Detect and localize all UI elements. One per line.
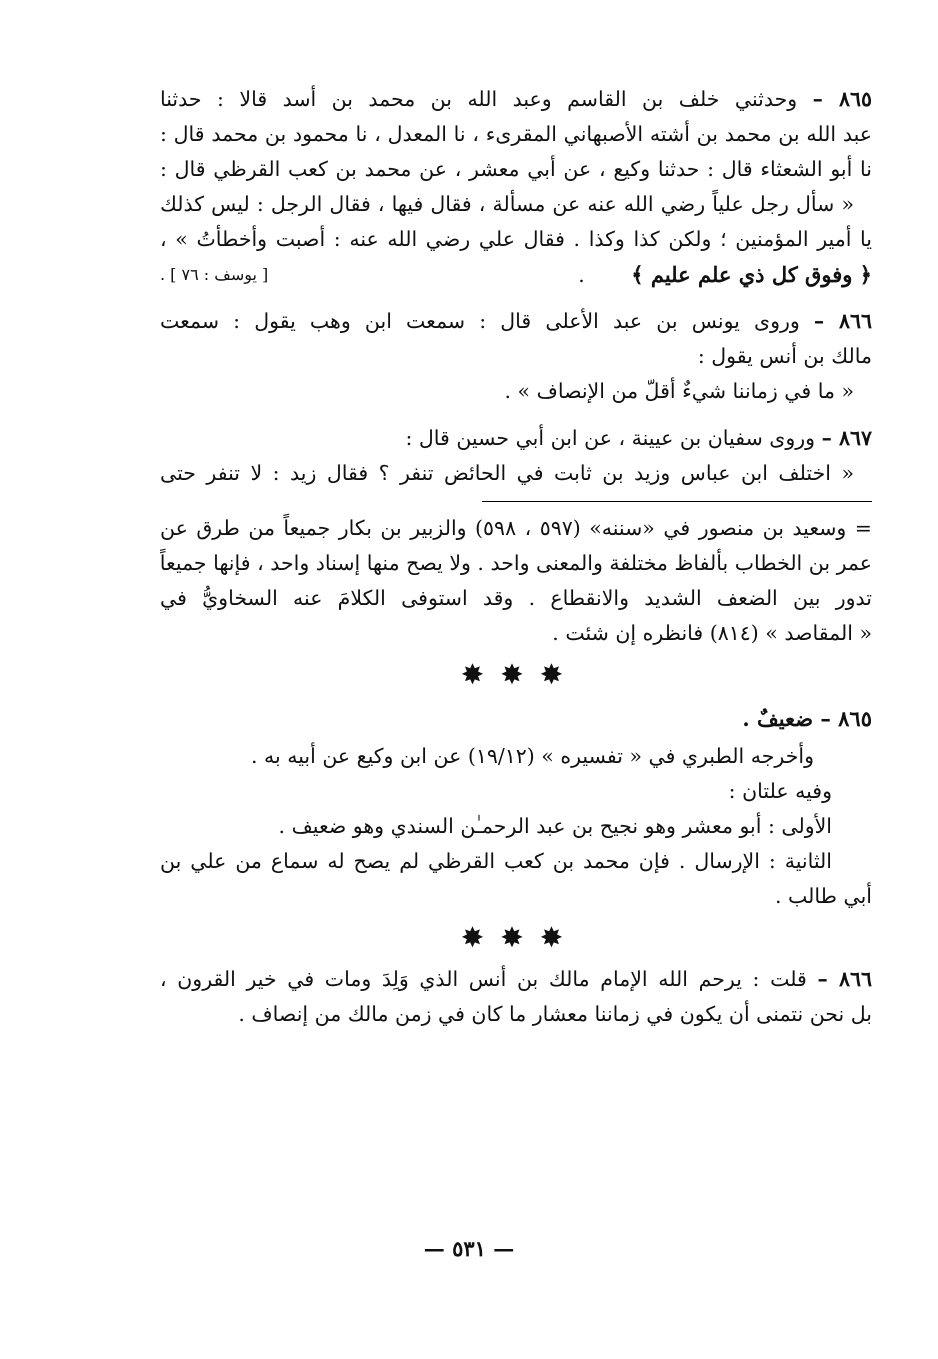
footnote-continuation-line-1: = وسعيد بن منصور في «سننه» (٥٩٧ ، ٥٩٨) والزبير بن بكار جميعاً من طرق عن — [160, 516, 872, 540]
footnote-divider — [160, 491, 872, 511]
footnote-866-line-2: بل نحن نتمنى أن يكون في زماننا معشار ما كان في زمن مالك من إنصاف . — [238, 1002, 872, 1026]
page-body — [160, 82, 872, 1032]
footnote-865-line-4: الثانية : الإرسال . فإن محمد بن كعب القرظي لم يصح له سماع من علي بن — [160, 849, 832, 873]
footnote-continuation-line-4: « المقاصد » (٨١٤) فانظره إن شئت . — [552, 621, 872, 645]
star-icon: ✸ — [460, 921, 493, 954]
quran-verse: ﴿ وفوق كل ذي علم عليم ﴾ — [631, 261, 872, 287]
star-icon: ✸ — [460, 658, 493, 691]
section-separator — [160, 651, 872, 699]
footnote-865-line-5: أبي طالب . — [775, 884, 872, 908]
page-number: — ٥٣١ — — [423, 1236, 515, 1261]
hadith-866-line-2: مالك بن أنس يقول : — [697, 344, 872, 368]
footnote-865-line-1: وأخرجه الطبري في « تفسيره » (١٩/١٢) عن ابن وكيع عن أبيه به . — [250, 744, 814, 768]
hadith-865-line-5: يا أمير المؤمنين ؛ ولكن كذا وكذا . فقال علي رضي الله عنه : أصبت وأخطأتُ » ، — [160, 227, 872, 251]
footnote-number: ٨٦٦ – — [817, 967, 872, 991]
hadith-number: ٨٦٧ – — [821, 426, 872, 450]
hadith-865-line-3: نا أبو الشعثاء قال : حدثنا وكيع ، عن أبي معشر ، عن محمد بن كعب القرظي قال : — [160, 157, 872, 181]
footnote-865-line-2: وفيه علتان : — [728, 779, 832, 803]
hadith-number: ٨٦٦ – — [813, 309, 872, 333]
hadith-865-line-2: عبد الله بن محمد بن أشته الأصبهاني المقرىء ، نا المعدل ، نا محمود بن محمد قال : — [160, 122, 872, 146]
footnote-865-line-3: الأولى : أبو معشر وهو نجيح بن عبد الرحمـٰن السندي وهو ضعيف . — [278, 814, 832, 838]
hadith-865-line-1: ٨٦٥ – وحدثني خلف بن القاسم وعبد الله بن محمد بن أسد قالا : حدثنا — [160, 87, 872, 111]
star-icon: ✸ — [500, 921, 532, 954]
footnote-continuation-line-2: عمر بن الخطاب بألفاظ مختلفة والمعنى واحد . ولا يصح منها إسناد واحد ، فإنها جميعاً — [160, 551, 872, 575]
hadith-867-line-2: « اختلف ابن عباس وزيد بن ثابت في الحائض تنفر ؟ فقال زيد : لا تنفر حتى — [160, 461, 854, 485]
hadith-866-line-3: « ما في زماننا شيءٌ أقلّ من الإنصاف » . — [504, 379, 854, 403]
verse-end-dot: . — [578, 262, 585, 287]
star-icon: ✸ — [500, 658, 532, 691]
quran-verse-row — [160, 257, 872, 292]
footnote-865-heading: ٨٦٥ – ضعيفٌ . — [742, 706, 872, 731]
verse-reference: [ يوسف : ٧٦ ] . — [160, 265, 269, 284]
hadith-865-line-4: « سأل رجل علياً رضي الله عنه عن مسألة ، فقال فيها ، فقال الرجل : ليس كذلك — [160, 192, 854, 216]
footnote-continuation-line-3: تدور بين الضعف الشديد والانقطاع . وقد استوفى الكلامَ عنه السخاويُّ في — [160, 586, 872, 610]
section-separator-2 — [160, 914, 872, 962]
footnote-866-line-1: ٨٦٦ – قلت : يرحم الله الإمام مالك بن أنس الذي وَلِدَ ومات في خير القرون ، — [160, 967, 872, 991]
hadith-number: ٨٦٥ – — [812, 87, 872, 111]
hadith-867-line-1: ٨٦٧ – وروى سفيان بن عيينة ، عن ابن أبي حسين قال : — [405, 426, 872, 450]
star-icon: ✸ — [539, 921, 572, 954]
hadith-866-line-1: ٨٦٦ – وروى يونس بن عبد الأعلى قال : سمعت ابن وهب يقول : سمعت — [160, 309, 872, 333]
star-icon: ✸ — [539, 658, 572, 691]
